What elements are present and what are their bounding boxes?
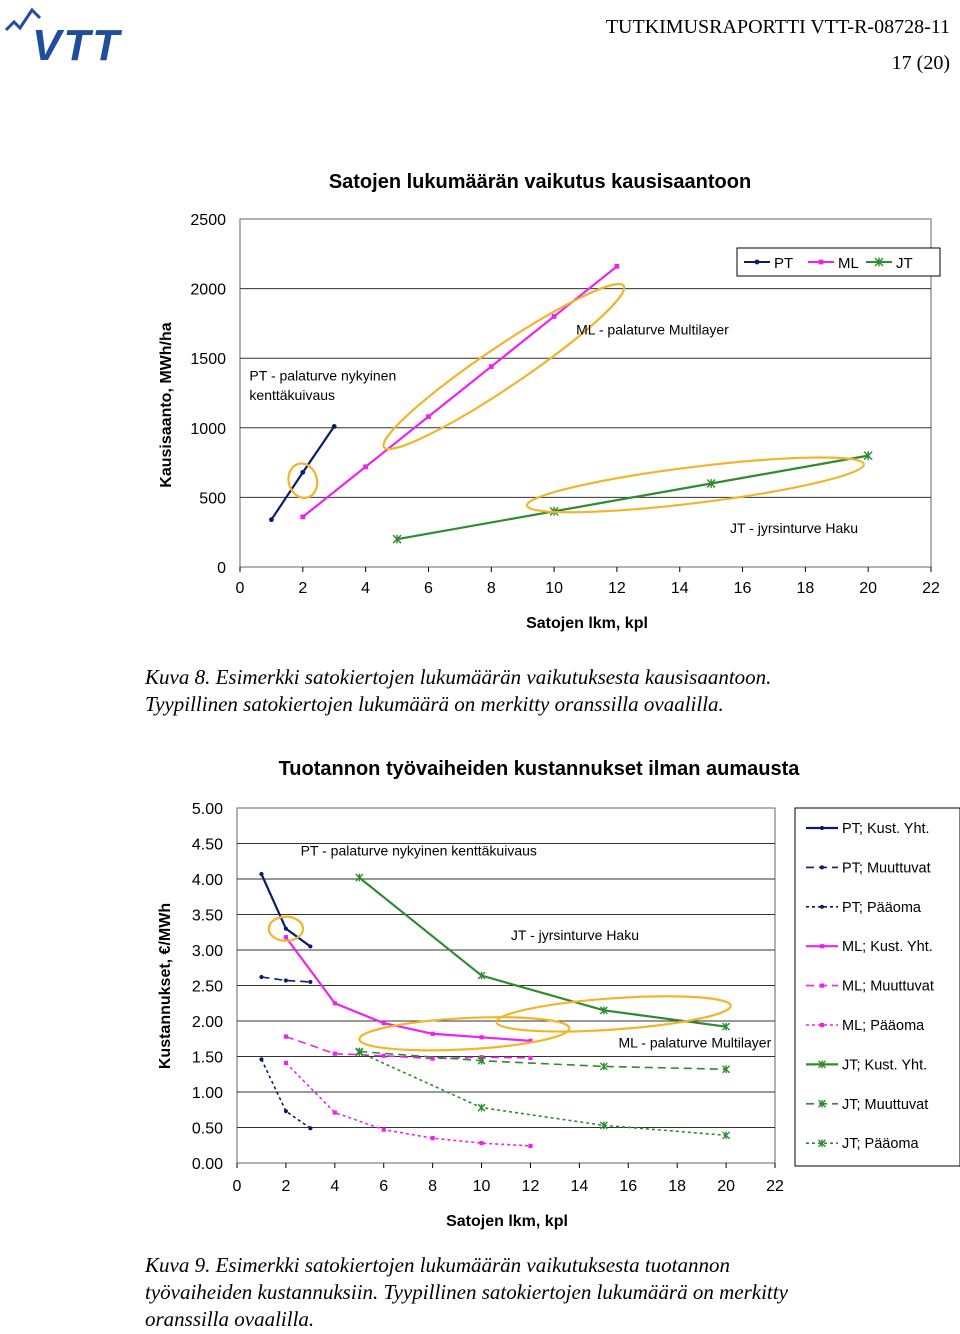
y-tick-label: 3.00 [191, 943, 223, 960]
data-point [259, 872, 263, 876]
legend [795, 808, 960, 1166]
data-point [284, 1109, 288, 1113]
x-tick-label: 10 [545, 580, 563, 597]
x-axis-label: Satojen lkm, kpl [526, 615, 648, 632]
data-point [308, 944, 312, 948]
y-tick-label: 2.50 [191, 978, 223, 996]
data-point [308, 1126, 312, 1130]
vtt-logo [0, 0, 170, 70]
caption-line: oranssilla ovaalilla. [145, 1307, 315, 1331]
y-axis-label: Kausisaanto, MWh/ha [158, 322, 175, 488]
x-tick-label: 4 [361, 580, 371, 597]
x-tick-label: 6 [424, 580, 433, 597]
data-point [820, 1023, 824, 1027]
y-tick-label: 5.00 [191, 801, 223, 818]
legend-label: ML; Pääoma [842, 1018, 925, 1034]
data-point [820, 905, 824, 909]
data-point [259, 975, 263, 979]
data-point [259, 1057, 263, 1061]
chart-title: Tuotannon työvaiheiden kustannukset ilman aumausta [278, 758, 800, 780]
data-point [431, 1136, 435, 1140]
annotation: PT - palaturve nykyinen kenttäkuivaus [300, 842, 537, 859]
data-point [820, 826, 824, 830]
data-point [332, 424, 337, 429]
y-axis-label: Kustannukset, €/MWh [157, 902, 174, 1070]
legend-label: JT; Pääoma [842, 1136, 919, 1153]
annotation: JT - jyrsinturve Haku [729, 519, 859, 536]
x-tick-label: 14 [570, 1178, 589, 1195]
report-id: TUTKIMUSRAPORTTI VTT-R-08728-11 [605, 16, 950, 38]
y-tick-label: 3.50 [191, 907, 223, 925]
x-tick-label: 16 [619, 1178, 638, 1195]
y-tick-label: 2.00 [191, 1014, 223, 1031]
y-tick-label: 0.50 [191, 1120, 223, 1138]
x-tick-label: 6 [379, 1178, 389, 1195]
y-tick-label: 1500 [190, 351, 226, 369]
legend-label: ML; Muuttuvat [842, 978, 934, 995]
x-tick-label: 4 [330, 1178, 340, 1195]
y-tick-label: 2000 [190, 281, 226, 299]
data-point [426, 414, 431, 419]
y-tick-label: 4.50 [191, 836, 223, 854]
y-tick-label: 1000 [190, 420, 226, 438]
data-point [284, 935, 288, 939]
x-tick-label: 0 [232, 1178, 242, 1195]
x-tick-label: 8 [428, 1178, 438, 1195]
x-axis-label: Satojen lkm, kpl [446, 1213, 568, 1230]
page-number: 17 (20) [891, 52, 950, 74]
x-tick-label: 16 [733, 580, 752, 597]
data-point [333, 1110, 337, 1114]
y-tick-label: 500 [199, 490, 226, 508]
x-tick-label: 22 [922, 580, 940, 597]
data-point [333, 1052, 337, 1056]
legend-label: ML [838, 255, 859, 272]
legend-label: PT; Muuttuvat [842, 860, 931, 877]
y-tick-label: 0 [217, 560, 226, 577]
legend-label: PT; Pääoma [842, 899, 921, 916]
data-point [479, 1141, 483, 1145]
annotation: PT - palaturve nykyinen [249, 367, 397, 384]
x-tick-label: 0 [235, 580, 245, 597]
legend [737, 248, 940, 276]
data-point [363, 464, 368, 469]
y-tick-label: 1.00 [191, 1085, 223, 1102]
annotation: ML - palaturve Multilayer [576, 321, 729, 338]
x-tick-label: 18 [668, 1178, 687, 1195]
legend-label: JT [896, 255, 913, 272]
caption-line: työvaiheiden kustannuksiin. Tyypillinen satokiertojen lukumäärä on merkitty [145, 1280, 788, 1304]
data-point [284, 978, 288, 982]
caption-line: Kuva 8. Esimerkki satokiertojen lukumäärän vaikutuksesta kausisaantoon. [145, 665, 772, 689]
chart-title: Satojen lukumäärän vaikutus kausisaantoon [328, 171, 752, 193]
data-point [333, 1001, 337, 1005]
figure-9-caption [145, 1252, 788, 1333]
legend-label: PT; Kust. Yht. [842, 821, 930, 837]
x-tick-label: 2 [281, 1178, 291, 1195]
x-tick-label: 12 [608, 580, 626, 597]
legend-label: JT; Muuttuvat [842, 1096, 929, 1113]
data-point [284, 927, 288, 931]
caption-line: Kuva 9. Esimerkki satokiertojen lukumäärän vaikutuksesta tuotannon [145, 1253, 730, 1277]
annotation: kenttäkuivaus [249, 386, 336, 403]
x-tick-label: 12 [521, 1178, 540, 1195]
data-point [528, 1144, 532, 1148]
data-point [615, 264, 620, 269]
caption-line: Tyypillinen satokiertojen lukumäärä on merkitty oranssilla ovaalilla. [145, 692, 724, 716]
figure-8-caption [145, 664, 771, 718]
data-point [382, 1054, 386, 1058]
legend-label: JT; Kust. Yht. [842, 1057, 928, 1074]
data-point [284, 1061, 288, 1065]
data-point [820, 865, 824, 869]
data-point [479, 1035, 483, 1039]
x-tick-label: 14 [670, 580, 689, 597]
data-point [819, 260, 824, 265]
data-point [284, 1035, 288, 1039]
x-tick-label: 18 [796, 580, 815, 597]
data-point [820, 984, 824, 988]
annotation: JT - jyrsinturve Haku [510, 927, 640, 944]
data-point [382, 1021, 386, 1025]
data-point [300, 470, 305, 475]
legend-label: ML; Kust. Yht. [842, 939, 933, 956]
annotation: ML - palaturve Multilayer [618, 1034, 772, 1051]
y-tick-label: 0.00 [191, 1156, 223, 1173]
data-point [755, 260, 760, 265]
x-tick-label: 20 [717, 1178, 735, 1195]
data-point [308, 980, 312, 984]
data-point [552, 314, 557, 319]
data-point [820, 944, 824, 948]
x-tick-label: 10 [472, 1178, 491, 1195]
x-tick-label: 8 [486, 580, 496, 597]
logo-text: VTT [32, 21, 122, 70]
y-tick-label: 4.00 [191, 872, 223, 889]
x-tick-label: 22 [766, 1178, 784, 1195]
x-tick-label: 20 [859, 580, 878, 597]
legend-label: PT [774, 255, 794, 272]
data-point [269, 517, 274, 522]
chart-kustannukset [0, 730, 960, 1250]
data-point [431, 1032, 435, 1036]
y-tick-label: 2500 [190, 212, 226, 229]
data-point [382, 1128, 386, 1132]
x-tick-label: 2 [298, 580, 308, 597]
data-point [489, 364, 494, 369]
data-point [528, 1056, 532, 1060]
y-tick-label: 1.50 [191, 1049, 223, 1067]
data-point [300, 514, 305, 519]
